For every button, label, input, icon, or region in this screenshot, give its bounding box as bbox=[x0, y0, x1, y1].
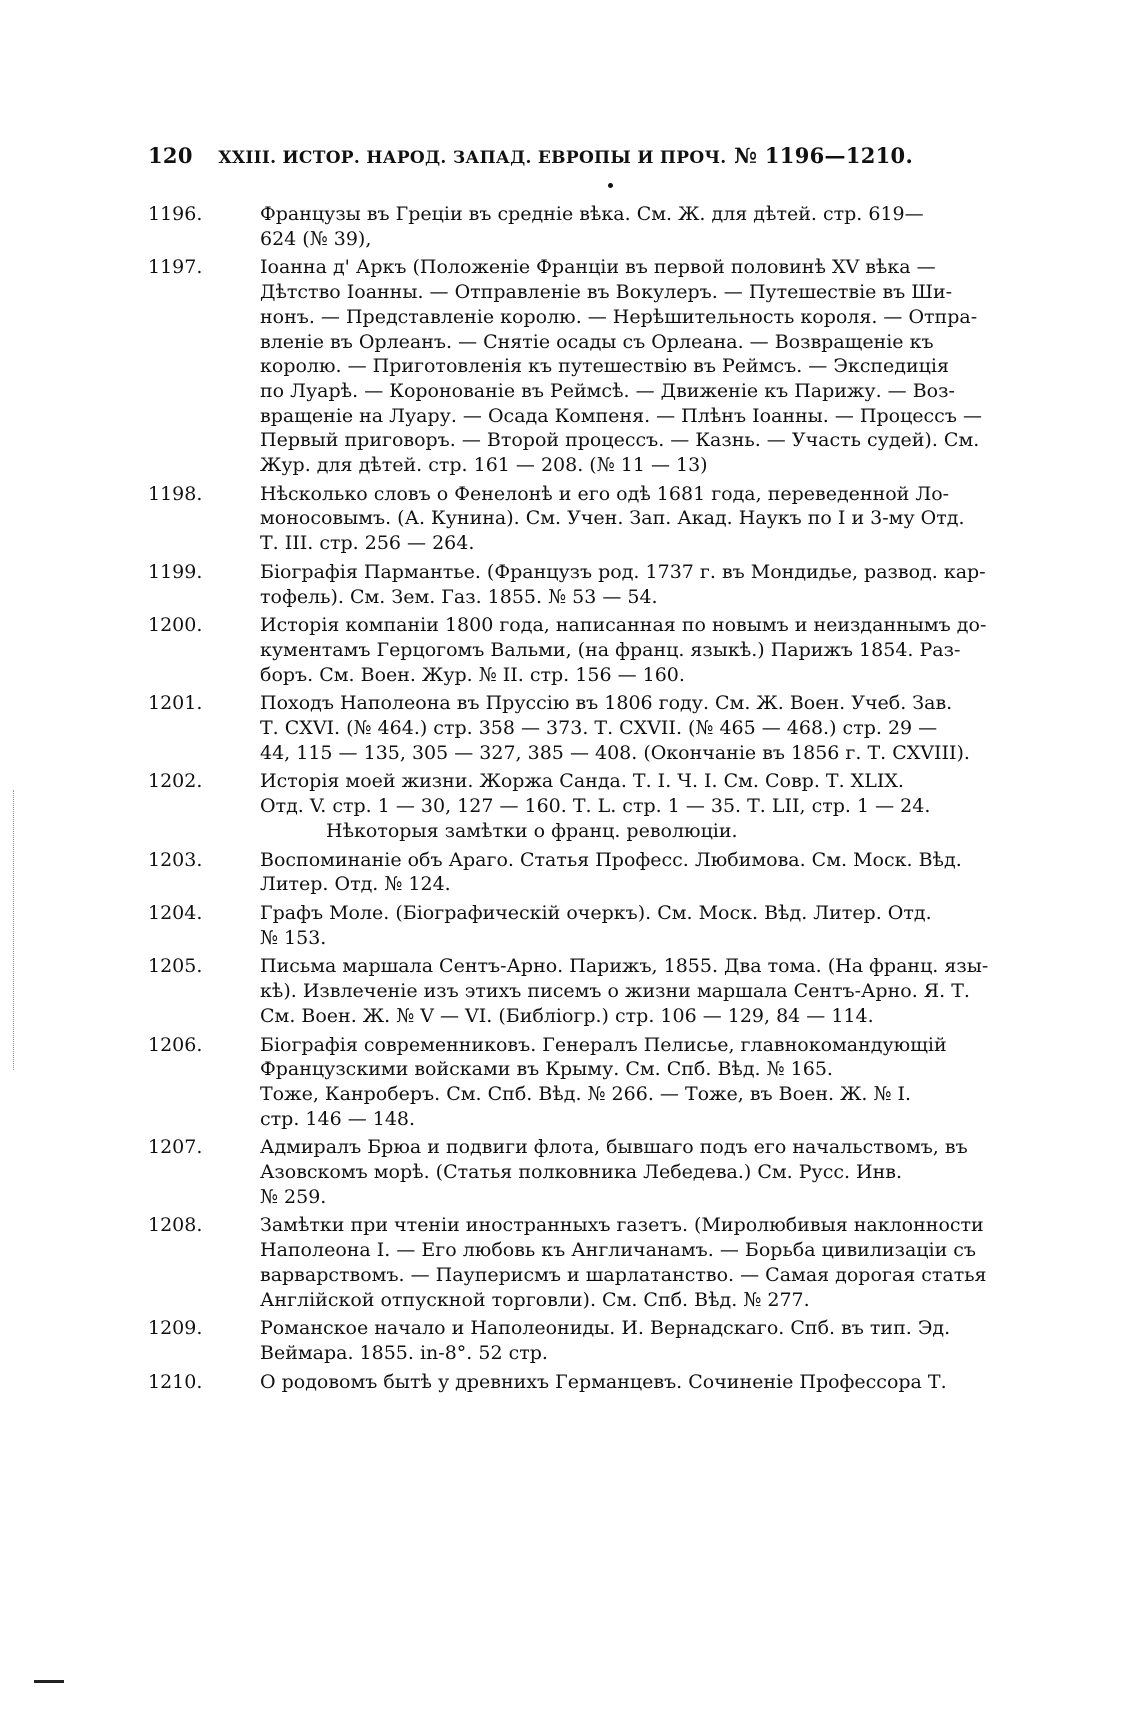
bibliography-entry bbox=[148, 848, 1048, 897]
entry-number: 1200. bbox=[148, 614, 203, 637]
entry-number: 1209. bbox=[148, 1317, 203, 1340]
entry-line: Воспоминаніе объ Араго. Статья Професс. Любимова. См. Моск. Вѣд. bbox=[260, 848, 962, 871]
entry-subtitle: Нѣкоторыя замѣтки о франц. революціи. bbox=[326, 819, 738, 842]
section-title: XXIII. ИСТОР. НАРОД. ЗАПАД. ЕВРОПЫ И ПРОЧ. bbox=[218, 148, 727, 168]
entry-line: кументамъ Герцогомъ Вальми, (на франц. языкѣ.) Парижъ 1854. Раз- bbox=[260, 638, 961, 661]
entry-line: Походъ Наполеона въ Пруссію въ 1806 году. См. Ж. Воен. Учеб. Зав. bbox=[260, 692, 953, 715]
entry-line: Т. III. стр. 256 — 264. bbox=[260, 532, 475, 555]
bibliography-entry bbox=[148, 1033, 1048, 1132]
entry-line: по Луарѣ. — Коронованіе въ Реймсѣ. — Движеніе къ Парижу. — Воз- bbox=[260, 379, 955, 402]
entry-line: Наполеона I. — Его любовь къ Англичанамъ. — Борьба цивилизаціи съ bbox=[260, 1239, 976, 1262]
entry-line: Первый приговоръ. — Второй процессъ. — Казнь. — Участь судей). См. bbox=[260, 429, 980, 452]
entry-line: Литер. Отд. № 124. bbox=[260, 873, 451, 896]
bibliography-entry bbox=[148, 1135, 1048, 1209]
header-dot bbox=[608, 183, 613, 188]
entry-text bbox=[260, 769, 1048, 843]
bibliography-entry bbox=[148, 901, 1048, 950]
entry-number: 1196. bbox=[148, 203, 203, 225]
entry-text bbox=[260, 1316, 1048, 1365]
entry-line: Романское начало и Наполеониды. И. Вернадскаго. Спб. въ тип. Эд. bbox=[260, 1317, 951, 1340]
entry-number: 1206. bbox=[148, 1033, 203, 1056]
entry-text bbox=[260, 482, 1048, 556]
entry-line: См. Воен. Ж. № V — VI. (Библіогр.) стр. 106 — 129, 84 — 114. bbox=[260, 1004, 874, 1027]
entry-text bbox=[260, 1213, 1048, 1312]
entry-line: тофель). См. Зем. Газ. 1855. № 53 — 54. bbox=[260, 585, 658, 608]
entry-line: вращеніе на Луару. — Осада Компеня. — Плѣнъ Іоанны. — Процессъ — bbox=[260, 404, 982, 427]
entry-line: кѣ). Извлеченіе изъ этихъ писемъ о жизни маршала Сентъ-Арно. Я. Т. bbox=[260, 980, 970, 1003]
entry-line: № 153. bbox=[260, 926, 327, 949]
entry-line: Тоже, Канроберъ. См. Спб. Вѣд. № 266. — Тоже, въ Воен. Ж. № I. bbox=[260, 1082, 912, 1105]
entry-text bbox=[260, 1033, 1048, 1132]
entry-number: 1197. bbox=[148, 256, 203, 279]
entry-line: варварствомъ. — Пауперисмъ и шарлатанство. — Самая дорогая статья bbox=[260, 1263, 987, 1286]
entry-text bbox=[260, 613, 1048, 687]
entry-number: 1201. bbox=[148, 692, 203, 715]
bibliography-entry bbox=[148, 202, 1048, 251]
entry-number: 1203. bbox=[148, 848, 203, 871]
entry-text bbox=[260, 560, 1048, 609]
bibliography-entry bbox=[148, 613, 1048, 687]
bibliography-entry bbox=[148, 1316, 1048, 1365]
entry-line: Письма маршала Сентъ-Арно. Парижъ, 1855. Два тома. (На франц. язы- bbox=[260, 955, 989, 978]
bibliography-entry bbox=[148, 1370, 1048, 1395]
entry-line: Т. CXVI. (№ 464.) стр. 358 — 373. Т. CXVII. (№ 465 — 468.) стр. 29 — bbox=[260, 717, 938, 740]
entry-line: Іоанна д' Аркъ (Положеніе Франціи въ первой половинѣ XV вѣка — bbox=[260, 256, 936, 279]
entry-number: 1205. bbox=[148, 955, 203, 978]
entry-line: Нѣсколько словъ о Фенелонѣ и его одѣ 1681 года, переведенной Ло- bbox=[260, 482, 950, 505]
scan-mark bbox=[34, 1680, 64, 1683]
entry-text bbox=[260, 954, 1048, 1028]
bibliography-entry bbox=[148, 482, 1048, 556]
entry-line: Жур. для дѣтей. стр. 161 — 208. (№ 11 — 13) bbox=[260, 454, 708, 477]
entry-range: № 1196—1210. bbox=[734, 143, 914, 168]
entry-line: королю. — Приготовленія къ путешествію въ Реймсъ. — Экспедиція bbox=[260, 355, 949, 378]
entry-line: Адмиралъ Брюа и подвиги флота, бывшаго подъ его начальствомъ, въ bbox=[260, 1136, 968, 1159]
bibliography-entry bbox=[148, 954, 1048, 1028]
entry-text bbox=[260, 202, 1048, 251]
page-header bbox=[148, 143, 913, 168]
bibliography-entry bbox=[148, 1213, 1048, 1312]
entry-text bbox=[260, 255, 1048, 477]
entry-line: Отд. V. стр. 1 — 30, 127 — 160. Т. L. стр. 1 — 35. Т. LII, стр. 1 — 24. bbox=[260, 795, 931, 818]
entry-line: О родовомъ бытѣ у древнихъ Германцевъ. Сочиненіе Профессора Т. bbox=[260, 1370, 947, 1393]
entry-line: Французы въ Греціи въ средніе вѣка. См. Ж. для дѣтей. стр. 619— bbox=[260, 203, 924, 225]
entry-number: 1208. bbox=[148, 1214, 203, 1237]
entry-text bbox=[260, 848, 1048, 897]
entry-line: нонъ. — Представленіе королю. — Нерѣшительность короля. — Отпра- bbox=[260, 305, 978, 328]
entry-line: Англійской отпускной торговли). См. Спб. Вѣд. № 277. bbox=[260, 1288, 810, 1311]
entry-line: вленіе въ Орлеанъ. — Снятіе осады съ Орлеана. — Возвращеніе къ bbox=[260, 330, 934, 353]
entry-line: Французскими войсками въ Крыму. См. Спб. Вѣд. № 165. bbox=[260, 1058, 833, 1081]
entry-line: 624 (№ 39), bbox=[260, 227, 372, 250]
entry-number: 1207. bbox=[148, 1136, 203, 1159]
entry-line: моносовымъ. (А. Кунина). См. Учен. Зап. Акад. Наукъ по I и 3-му Отд. bbox=[260, 507, 965, 530]
entry-number: 1199. bbox=[148, 560, 203, 583]
bibliography-entry bbox=[148, 560, 1048, 609]
entry-text bbox=[260, 691, 1048, 765]
entry-line: Біографія современниковъ. Генералъ Пелисье, главнокомандующій bbox=[260, 1033, 947, 1056]
entry-line: 44, 115 — 135, 305 — 327, 385 — 408. (Окончаніе въ 1856 г. Т. CXVIII). bbox=[260, 741, 970, 764]
entry-line: № 259. bbox=[260, 1185, 327, 1208]
entry-line: Замѣтки при чтеніи иностранныхъ газетъ. (Миролюбивыя наклонности bbox=[260, 1214, 984, 1237]
page-number: 120 bbox=[148, 143, 193, 168]
entry-line: Дѣтство Іоанны. — Отправленіе въ Вокулеръ. — Путешествіе въ Ши- bbox=[260, 281, 953, 304]
entry-line: боръ. См. Воен. Жур. № II. стр. 156 — 160. bbox=[260, 663, 685, 686]
scan-margin-marks bbox=[13, 790, 16, 1070]
entry-list bbox=[148, 202, 1048, 1398]
entry-line: Графъ Моле. (Біографическій очеркъ). См. Моск. Вѣд. Литер. Отд. bbox=[260, 901, 932, 924]
entry-line: стр. 146 — 148. bbox=[260, 1107, 416, 1130]
bibliography-entry bbox=[148, 769, 1048, 843]
bibliography-entry bbox=[148, 691, 1048, 765]
entry-line: Азовскомъ морѣ. (Статья полковника Лебедева.) См. Русс. Инв. bbox=[260, 1161, 903, 1184]
entry-number: 1198. bbox=[148, 482, 203, 505]
entry-number: 1202. bbox=[148, 770, 203, 793]
entry-line: Исторія компаніи 1800 года, написанная по новымъ и неизданнымъ до- bbox=[260, 614, 987, 637]
entry-text bbox=[260, 1135, 1048, 1209]
entry-number: 1204. bbox=[148, 901, 203, 924]
entry-line: Исторія моей жизни. Жоржа Санда. Т. I. Ч. I. См. Совр. Т. XLIX. bbox=[260, 770, 904, 793]
entry-number: 1210. bbox=[148, 1370, 203, 1393]
entry-line: Веймара. 1855. in-8°. 52 стр. bbox=[260, 1341, 548, 1364]
entry-text bbox=[260, 1370, 1048, 1395]
entry-text bbox=[260, 901, 1048, 950]
entry-line: Біографія Пармантье. (Французъ род. 1737 г. въ Мондидье, развод. кар- bbox=[260, 560, 986, 583]
bibliography-entry bbox=[148, 255, 1048, 477]
